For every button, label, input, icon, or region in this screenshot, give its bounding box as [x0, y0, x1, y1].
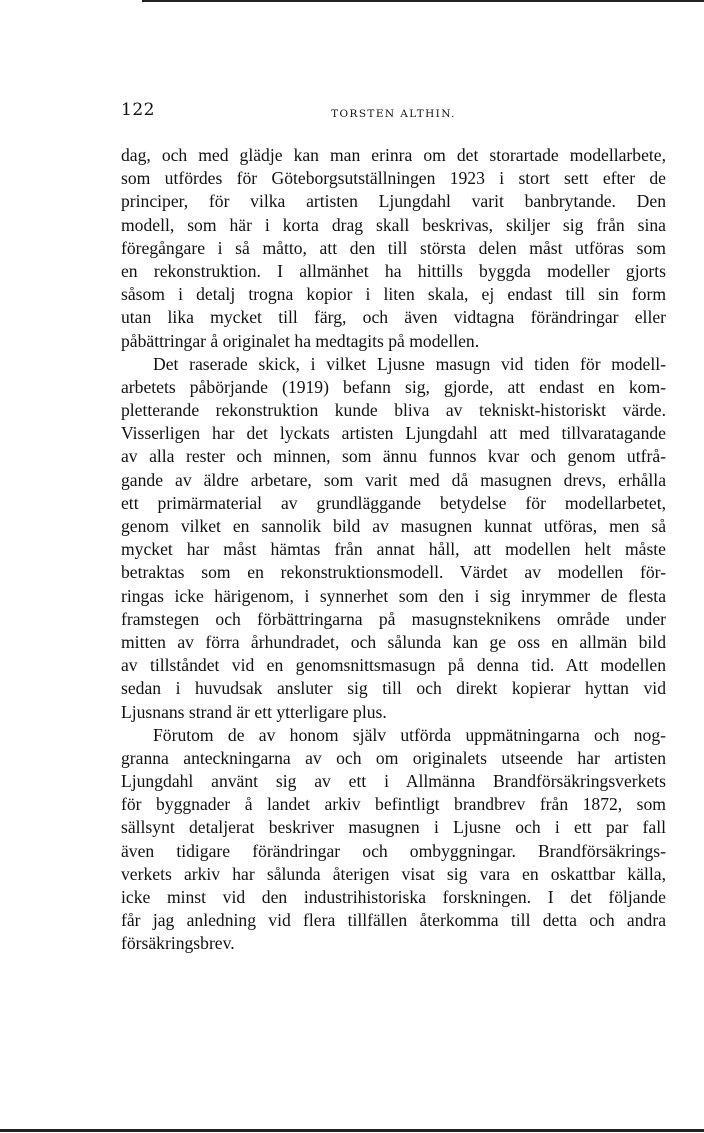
text-line: pletterande rekonstruktion kunde bliva av tekniskt-historiskt värde.	[121, 400, 666, 421]
text-line: mitten av förra århundradet, och sålunda kan ge oss en allmän bild	[121, 631, 666, 652]
text-line: av alla rester och minnen, som ännu funnos kvar och genom utfrå-	[121, 446, 666, 467]
text-line: för byggnader å landet arkiv befintligt brandbrev från 1872, som	[121, 794, 666, 815]
text-line: Förutom de av honom själv utförda uppmätningarna och nog-	[153, 724, 666, 745]
text-line: framstegen och förbättringarna på masugnsteknikens område under	[121, 608, 666, 629]
text-line: Ljungdahl använt sig av ett i Allmänna Brandförsäkringsverkets	[121, 771, 666, 792]
text-line: föregångare i så måtto, att den till största delen måst utföras som	[121, 237, 666, 258]
text-line: dag, och med glädje kan man erinra om det storartade modellarbete,	[121, 145, 666, 165]
text-line: sedan i huvudsak ansluter sig till och direkt kopierar hyttan vid	[121, 678, 666, 699]
top-edge-rule	[142, 0, 704, 2]
paragraph-3	[121, 724, 666, 956]
text-line: Ljusnans strand är ett ytterligare plus.	[121, 701, 387, 722]
book-page	[121, 100, 666, 956]
text-line: ett primärmaterial av grundläggande betydelse för modellarbetet,	[121, 492, 666, 513]
text-line: icke minst vid den industrihistoriska forskningen. I det följande	[121, 887, 666, 907]
text-line: påbättringar å originalet ha medtagits på modellen.	[121, 330, 480, 351]
text-line: Visserligen har det lyckats artisten Ljungdahl att med tillvaratagande	[121, 423, 666, 444]
text-line: såsom i detalj trogna kopior i liten skala, ej endast till sin form	[121, 284, 666, 305]
text-line: arbetets påbörjande (1919) befann sig, gjorde, att endast en kom-	[121, 376, 666, 397]
text-line: ringas icke härigenom, i synnerhet som den i sig inrymmer de flesta	[121, 585, 666, 606]
text-line: en rekonstruktion. I allmänhet ha hittills byggda modeller gjorts	[121, 260, 666, 281]
text-line: modell, som här i korta drag skall beskrivas, skiljer sig från sina	[121, 214, 666, 235]
text-line: sällsynt detaljerat beskriver masugnen i Ljusne och i ett par fall	[121, 817, 666, 838]
paragraph-2	[121, 353, 666, 724]
text-line: granna anteckningarna av och om originalets utseende har artisten	[121, 747, 666, 768]
text-line: betraktas som en rekonstruktionsmodell. Värdet av modellen för-	[121, 562, 666, 583]
text-line: även tidigare förändringar och ombyggningar. Brandförsäkrings-	[121, 840, 666, 861]
text-line: genom vilket en sannolik bild av masugnen kunnat utföras, men så	[121, 516, 666, 536]
page-number: 122	[121, 100, 155, 120]
paragraph-1	[121, 144, 666, 353]
text-line: Det raserade skick, i vilket Ljusne masugn vid tiden för modell-	[153, 353, 666, 374]
text-line: mycket har måst hämtas från annat håll, att modellen helt måste	[121, 539, 666, 560]
page-header	[121, 100, 666, 124]
text-line: av tillståndet vid en genomsnittsmasugn på denna tid. Att modellen	[121, 655, 666, 676]
text-line: som utfördes för Göteborgsutställningen 1923 i stort sett efter de	[121, 168, 666, 189]
text-line: principer, för vilka artisten Ljungdahl varit banbrytande. Den	[121, 191, 666, 212]
text-line: gande av äldre arbetare, som varit med då masugnen drevs, erhålla	[121, 469, 666, 490]
text-line: får jag anledning vid flera tillfällen återkomma till detta och andra	[121, 910, 666, 931]
text-line: verkets arkiv har sålunda återigen visat sig vara en oskattbar källa,	[121, 863, 666, 884]
text-line: utan lika mycket till färg, och även vidtagna förändringar eller	[121, 307, 666, 328]
running-head: TORSTEN ALTHIN.	[331, 108, 456, 120]
bottom-edge-rule	[0, 1129, 704, 1132]
body-text	[121, 144, 666, 956]
text-line: försäkringsbrev.	[121, 933, 235, 954]
